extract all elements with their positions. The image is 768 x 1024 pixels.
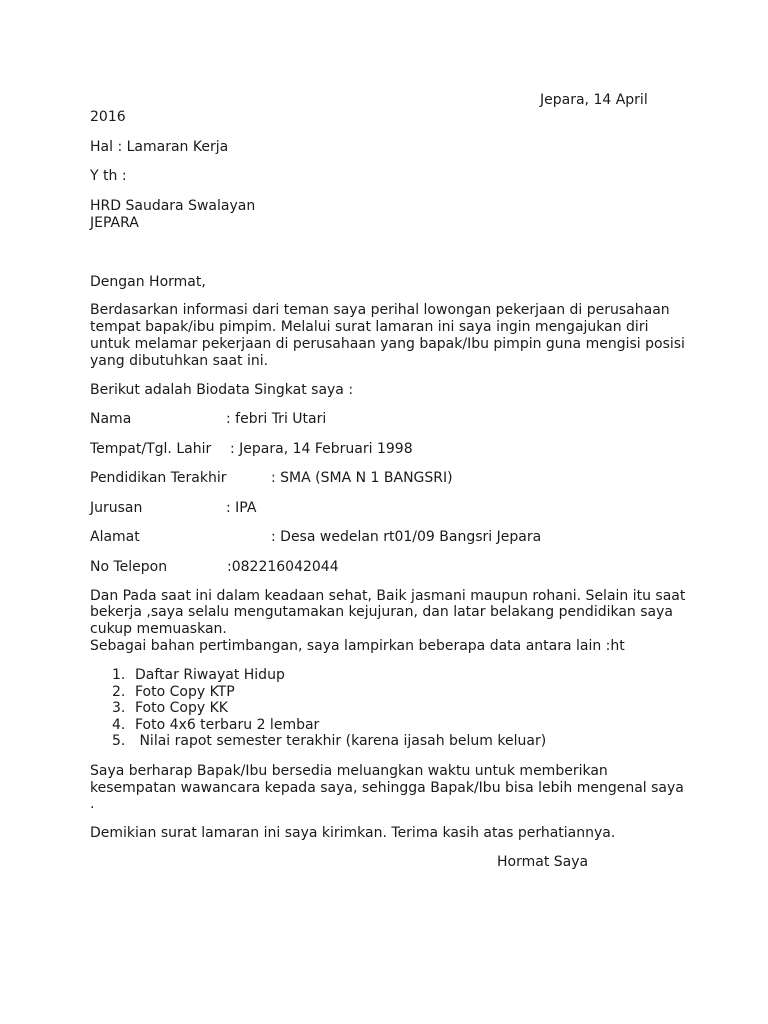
bio-row-name	[90, 411, 327, 428]
signature: Hormat Saya	[497, 854, 589, 870]
intro-line: yang dibutuhkan saat ini.	[90, 353, 269, 369]
bio-label: No Telepon	[90, 559, 168, 575]
bio-value: : Jepara, 14 Februari 1998	[230, 441, 413, 457]
bio-label: Tempat/Tgl. Lahir	[90, 441, 212, 457]
attachment-item	[112, 700, 228, 717]
attachment-item	[112, 733, 546, 750]
list-text: Daftar Riwayat Hidup	[135, 667, 285, 683]
body-line: Dan Pada saat ini dalam keadaan sehat, Baik jasmani maupun rohani. Selain itu saat	[90, 588, 686, 604]
closing-line: Demikian surat lamaran ini saya kirimkan. Terima kasih atas perhatiannya.	[90, 825, 616, 841]
letter-subject: Hal : Lamaran Kerja	[90, 139, 229, 155]
bio-row-phone	[90, 559, 339, 576]
bio-intro: Berikut adalah Biodata Singkat saya :	[90, 382, 354, 398]
body-line: Sebagai bahan pertimbangan, saya lampirkan beberapa data antara lain :ht	[90, 638, 625, 654]
list-text: Foto Copy KTP	[135, 684, 235, 700]
attachment-item	[112, 667, 285, 684]
bio-value: : SMA (SMA N 1 BANGSRI)	[271, 470, 453, 486]
bio-label: Jurusan	[90, 500, 143, 516]
hope-line: Saya berharap Bapak/Ibu bersedia meluangkan waktu untuk memberikan	[90, 763, 608, 779]
intro-line: untuk melamar pekerjaan di perusahaan yang bapak/Ibu pimpin guna mengisi posisi	[90, 336, 685, 352]
bio-value: :082216042044	[227, 559, 339, 575]
bio-row-education	[90, 470, 453, 487]
list-number: 5.	[112, 733, 126, 749]
recipient-label: Y th :	[90, 168, 127, 184]
list-number: 4.	[112, 717, 126, 733]
recipient-city: JEPARA	[90, 215, 139, 231]
bio-label: Alamat	[90, 529, 140, 545]
bio-row-address	[90, 529, 542, 546]
recipient-name: HRD Saudara Swalayan	[90, 198, 256, 214]
list-text: Foto Copy KK	[135, 700, 228, 716]
body-line: bekerja ,saya selalu mengutamakan kejujuran, dan latar belakang pendidikan saya	[90, 604, 673, 620]
bio-value: : IPA	[226, 500, 257, 516]
hope-line: kesempatan wawancara kepada saya, sehingga Bapak/Ibu bisa lebih mengenal saya	[90, 780, 684, 796]
attachment-item	[112, 717, 319, 734]
letter-date-year: 2016	[90, 109, 126, 125]
bio-row-birth	[90, 441, 413, 458]
attachment-item	[112, 684, 235, 701]
bio-row-major	[90, 500, 257, 517]
intro-line: tempat bapak/ibu pimpim. Melalui surat lamaran ini saya ingin mengajukan diri	[90, 319, 649, 335]
bio-value: : Desa wedelan rt01/09 Bangsri Jepara	[271, 529, 542, 545]
list-text: Nilai rapot semester terakhir (karena ijasah belum keluar)	[135, 733, 547, 749]
hope-line: .	[90, 796, 95, 812]
bio-label: Pendidikan Terakhir	[90, 470, 227, 486]
list-number: 3.	[112, 700, 126, 716]
list-text: Foto 4x6 terbaru 2 lembar	[135, 717, 320, 733]
list-number: 2.	[112, 684, 126, 700]
list-number: 1.	[112, 667, 126, 683]
bio-label: Nama	[90, 411, 132, 427]
letter-date: Jepara, 14 April	[540, 92, 648, 108]
body-line: cukup memuaskan.	[90, 621, 227, 637]
intro-line: Berdasarkan informasi dari teman saya perihal lowongan pekerjaan di perusahaan	[90, 302, 670, 318]
greeting: Dengan Hormat,	[90, 274, 206, 290]
bio-value: : febri Tri Utari	[226, 411, 327, 427]
